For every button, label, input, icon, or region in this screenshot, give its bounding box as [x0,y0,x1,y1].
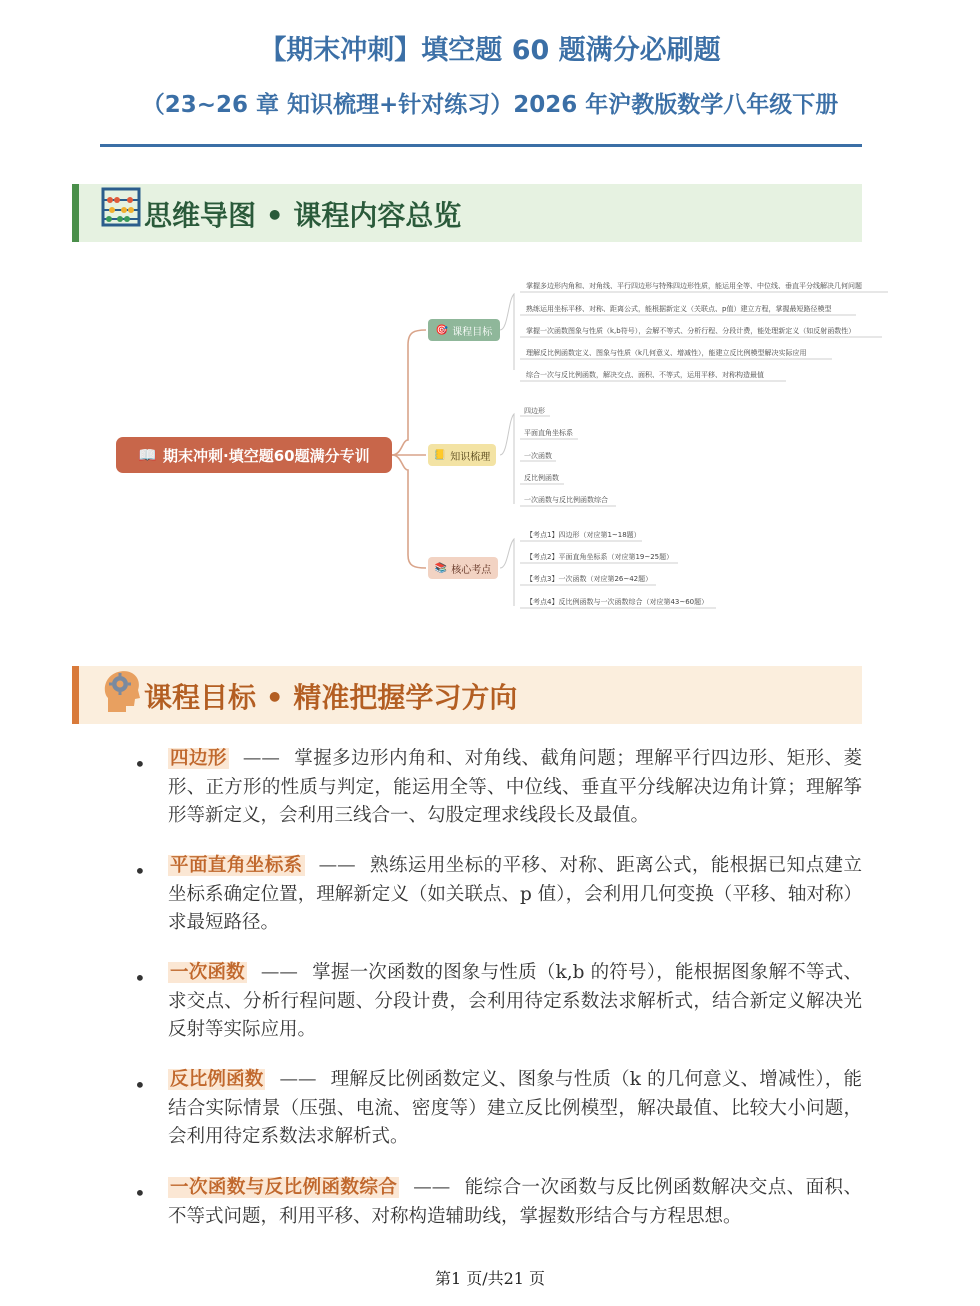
mind-map-leaf: 反比例函数 [524,474,559,482]
goal-text: 掌握多边形内角和、对角线、截角问题；理解平行四边形、矩形、菱形、正方形的性质与判定，能运用全等、中位线、垂直平分线解决边角计算；理解筝形等新定义，会利用三线合一、勾股定理求线段长及最值。 [168,748,862,826]
section-banner-goals [72,666,862,724]
goal-term: 平面直角坐标系 [170,855,303,876]
mind-map-root-label: 期末冲刺·填空题60题满分专训 [163,446,370,465]
bullet-icon: • [134,1073,146,1097]
goal-dash: —— [242,748,280,769]
mind-map-leaf: 熟练运用坐标平移、对称、距离公式，能根据新定义（关联点、p值）建立方程，掌握最短路径模型 [526,305,832,313]
goal-item [168,745,862,831]
branch-label: 课程目标 [452,326,493,338]
mind-map-leaf: 【考点1】四边形（对应第1~18题） [526,531,641,539]
document-title: 【期末冲刺】填空题 60 题满分必刷题 [259,35,721,66]
mind-map-leaf: 一次函数与反比例函数综合 [524,496,608,504]
section-title: 思维导图 • 课程内容总览 [144,199,462,232]
goal-dash: —— [413,1177,451,1198]
branch-label: 核心考点 [451,564,492,576]
goal-term: 四边形 [170,748,227,769]
mind-map-branch-core [428,557,498,579]
goal-item [168,1174,862,1231]
goal-item [168,852,862,938]
books-icon: 📚 [434,562,448,574]
bullet-icon: • [134,1181,146,1205]
mind-map-leaf: 【考点3】一次函数（对应第26~42题） [526,575,653,583]
goal-text: 能综合一次函数与反比例函数解决交点、面积、不等式问题，利用平移、对称构造辅助线，掌握数形结合与方程思想。 [168,1177,862,1227]
brain-gear-icon [102,668,142,718]
mind-map-root-node [116,437,392,473]
mind-map-branch-goals [428,319,500,341]
goal-term: 反比例函数 [170,1069,264,1090]
goal-item [168,1066,862,1152]
goal-dash: —— [260,962,298,983]
mind-map-leaf: 一次函数 [524,452,552,460]
goal-term: 一次函数与反比例函数综合 [170,1177,398,1198]
mind-map-leaf: 四边形 [524,407,545,415]
mind-map-leaf: 理解反比例函数定义、图象与性质（k几何意义、增减性），能建立反比例模型解决实际应用 [526,349,807,357]
bullet-icon: • [134,966,146,990]
goal-dash: —— [318,855,356,876]
goal-text: 理解反比例函数定义、图象与性质（k 的几何意义、增减性），能结合实际情景（压强、电流、密度等）建立反比例模型，解决最值、比较大小问题，会利用待定系数法求解析式。 [168,1069,862,1147]
mind-map-leaf: 【考点4】反比例函数与一次函数综合（对应第43~60题） [526,598,709,606]
document-subtitle: （23~26 章 知识梳理+针对练习）2026 年沪教版数学八年级下册 [141,92,839,118]
section-title: 课程目标 • 精准把握学习方向 [144,681,518,714]
mind-map-leaf: 【考点2】平面直角坐标系（对应第19~25题） [526,553,674,561]
branch-label: 知识梳理 [450,451,491,463]
goal-dash: —— [279,1069,317,1090]
goal-item [168,959,862,1045]
bullet-icon: • [134,859,146,883]
page-number: 第1 页/共21 页 [434,1269,546,1288]
mind-map-leaf: 平面直角坐标系 [524,429,573,437]
goal-term: 一次函数 [170,962,245,983]
bullet-icon: • [134,752,146,776]
goal-text: 掌握一次函数的图象与性质（k,b 的符号），能根据图象解不等式、求交点、分析行程问题、分段计费，会利用待定系数法求解析式，结合新定义解决光反射等实际应用。 [168,962,862,1040]
mind-map [0,0,980,640]
goal-text: 熟练运用坐标的平移、对称、距离公式，能根据已知点建立坐标系确定位置，理解新定义（如关联点、p 值），会利用几何变换（平移、轴对称）求最短路径。 [168,855,862,933]
target-icon: 🎯 [435,324,449,336]
book-icon: 📖 [138,446,158,464]
banner-accent-bar [72,666,79,724]
mind-map-leaf: 掌握多边形内角和、对角线、平行四边形与特殊四边形性质，能运用全等、中位线、垂直平分线解决几何问题 [526,282,862,290]
mind-map-leaf: 掌握一次函数图象与性质（k,b符号），会解不等式、分析行程、分段计费，能处理新定义（如反射函数性） [526,327,856,335]
mind-map-leaf: 综合一次与反比例函数，解决交点、面积、不等式，运用平移、对称构造最值 [526,371,764,379]
notebook-icon: 📒 [433,449,447,461]
mind-map-branch-knowledge [428,444,496,466]
